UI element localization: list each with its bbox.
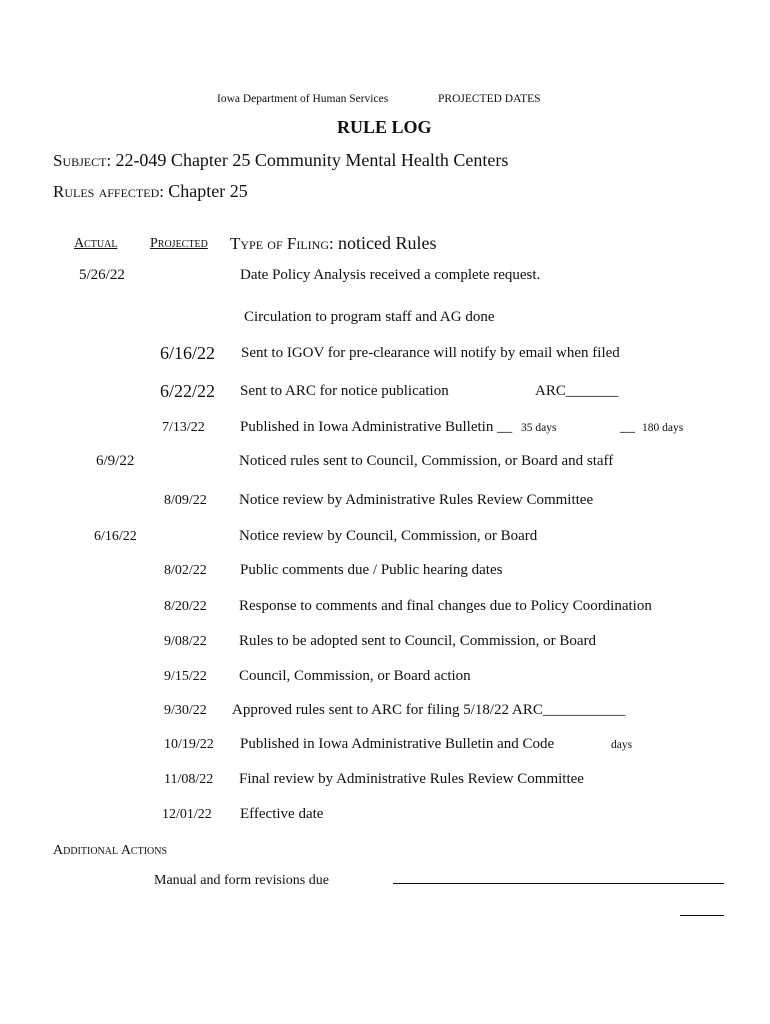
step-text: Noticed rules sent to Council, Commission, or Board and staff — [239, 453, 614, 469]
step-text: Date Policy Analysis received a complete request. — [240, 267, 541, 283]
step-text: Sent to ARC for notice publication — [240, 383, 449, 399]
additional-actions-label: Additional Actions — [53, 843, 168, 858]
manual-revisions-line — [393, 883, 724, 884]
days-180: 180 days — [642, 422, 684, 434]
step-text: Approved rules sent to ARC for filing 5/18/22 ARC___________ — [232, 702, 626, 718]
step-text: Effective date — [240, 806, 324, 822]
step-text: Circulation to program staff and AG done — [244, 309, 495, 325]
arc-number-field: ARC_______ — [535, 383, 619, 399]
step-text: Notice review by Council, Commission, or Board — [239, 528, 538, 544]
step-text: Published in Iowa Administrative Bulletin __ — [240, 419, 513, 435]
short-signature-line — [680, 915, 724, 916]
projected-date: 9/30/22 — [164, 703, 207, 718]
projected-date: 8/02/22 — [164, 563, 207, 578]
type-of-filing — [230, 233, 436, 254]
subject-label: Subject: — [53, 151, 112, 170]
rules-affected-value: Chapter 25 — [168, 181, 248, 201]
page-title: RULE LOG — [337, 117, 432, 137]
projected-date: 6/16/22 — [160, 343, 216, 363]
step-text: Council, Commission, or Board action — [239, 668, 471, 684]
subject-line — [53, 150, 508, 171]
type-of-filing-value: noticed Rules — [337, 233, 437, 253]
step-text: Notice review by Administrative Rules Review Committee — [239, 492, 594, 508]
step-text: Public comments due / Public hearing dates — [240, 562, 503, 578]
projected-date: 11/08/22 — [164, 772, 214, 787]
days-180-blank: __ — [620, 419, 635, 435]
step-text: Final review by Administrative Rules Review Committee — [239, 771, 584, 787]
manual-revisions-label: Manual and form revisions due — [154, 873, 329, 888]
projected-date: 7/13/22 — [162, 420, 205, 435]
subject-value: 22-049 Chapter 25 Community Mental Health Centers — [115, 150, 509, 170]
step-text: Published in Iowa Administrative Bulletin and Code — [240, 736, 555, 752]
actual-date: 6/16/22 — [94, 529, 137, 544]
actual-date: 6/9/22 — [96, 453, 135, 469]
step-text: Response to comments and final changes due to Policy Coordination — [239, 598, 652, 614]
projected-date: 8/09/22 — [164, 493, 207, 508]
projected-date: 8/20/22 — [164, 599, 207, 614]
actual-date: 5/26/22 — [79, 267, 125, 283]
rules-affected-line — [53, 181, 248, 202]
days-label: days — [611, 739, 633, 751]
rules-affected-label: Rules affected: — [53, 182, 164, 201]
projected-date: 10/19/22 — [164, 737, 214, 752]
projected-column-header: Projected — [150, 236, 208, 251]
step-text: Sent to IGOV for pre-clearance will notify by email when filed — [241, 345, 620, 361]
projected-date: 6/22/22 — [160, 381, 216, 401]
type-of-filing-label: Type of Filing: — [230, 234, 334, 253]
step-text: Rules to be adopted sent to Council, Commission, or Board — [239, 633, 597, 649]
actual-column-header: Actual — [74, 236, 118, 251]
projected-date: 9/15/22 — [164, 669, 207, 684]
projected-dates-label: PROJECTED DATES — [438, 93, 541, 105]
projected-date: 9/08/22 — [164, 634, 207, 649]
days-35: 35 days — [521, 422, 557, 434]
agency-name: Iowa Department of Human Services — [217, 93, 389, 105]
projected-date: 12/01/22 — [162, 807, 212, 822]
